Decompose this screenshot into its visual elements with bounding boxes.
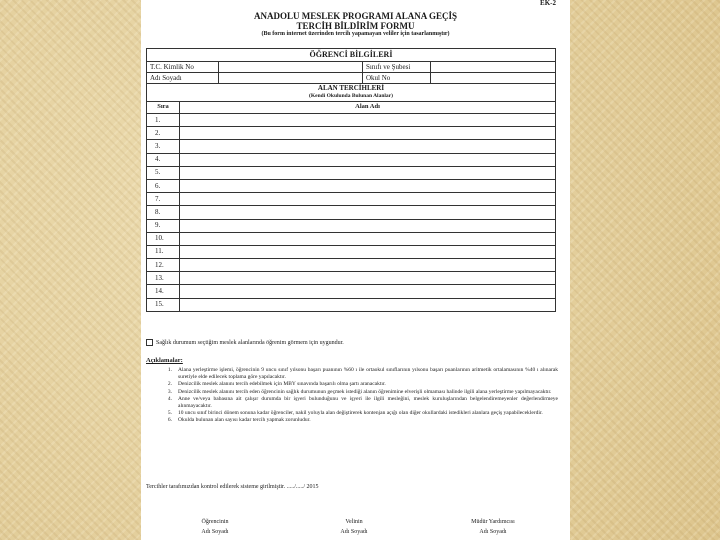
preference-row <box>147 206 556 219</box>
preference-row <box>147 285 556 298</box>
preference-field-input[interactable] <box>180 206 556 219</box>
explanation-number: 1. <box>167 367 172 373</box>
preference-row <box>147 193 556 206</box>
preference-row <box>147 114 556 127</box>
preference-row <box>147 298 556 311</box>
preference-number: 2. <box>147 127 180 140</box>
preference-number: 11. <box>147 245 180 258</box>
explanation-item <box>146 417 558 424</box>
explanation-number: 3. <box>167 388 172 395</box>
form-note: (Bu form internet üzerinden tercih yapamayan veliler için tasarlanmıştır) <box>261 31 450 37</box>
preference-row <box>147 166 556 179</box>
school-no-input[interactable] <box>431 73 556 84</box>
school-no-label: Okul No <box>363 73 431 84</box>
explanation-text: Okulda bulunan alan sayısı kadar tercih yapmak zorunludur. <box>178 417 311 424</box>
explanation-text: Alana yerleştirme işlemi, öğrencinin 9 uncu sınıf yılsonu başarı puanının %60 ı ile ortaokul sınıflarının yılsonu başarı puanlarının aritmetik ortalamasının %40 ı alınarak suretiyle elde edilecek toplama göre yapılacaktır. <box>178 367 558 381</box>
preference-field-input[interactable] <box>180 219 556 232</box>
form-subtitle: TERCİH BİLDİRİM FORMU <box>296 21 415 31</box>
tc-input[interactable] <box>219 62 363 73</box>
preference-row <box>147 179 556 192</box>
preference-row <box>147 232 556 245</box>
explanations-list <box>146 367 558 425</box>
form-page <box>141 0 570 540</box>
preference-field-input[interactable] <box>180 179 556 192</box>
preference-field-input[interactable] <box>180 114 556 127</box>
preference-field-input[interactable] <box>180 127 556 140</box>
health-statement <box>146 339 344 346</box>
explanation-item <box>146 367 558 381</box>
control-statement: Tercihler tarafımızdan kontrol edilerek sisteme girilmiştir. ...../...../ 2015 <box>146 484 319 490</box>
preference-row <box>147 259 556 272</box>
signature-name: Adı Soyadı <box>340 529 368 535</box>
form-title: ANADOLU MESLEK PROGRAMI ALANA GEÇİŞ <box>253 11 458 21</box>
class-label: Sınıfı ve Şubesi <box>363 62 431 73</box>
preferences-heading: ALAN TERCİHLERİ <box>147 84 556 94</box>
student-info-heading: ÖĞRENCİ BİLGİLERİ <box>147 49 556 62</box>
signature-name: Adı Soyadı <box>479 529 507 535</box>
col-field-header: Alan Adı <box>180 102 556 114</box>
form-code: EK-2 <box>540 0 556 7</box>
preference-row <box>147 127 556 140</box>
tc-label: T.C. Kimlik No <box>147 62 219 73</box>
explanation-item <box>146 381 558 388</box>
preference-number: 6. <box>147 179 180 192</box>
signature-vice-principal <box>433 517 553 537</box>
preference-field-input[interactable] <box>180 272 556 285</box>
preference-number: 1. <box>147 114 180 127</box>
explanation-number: 2. <box>167 381 172 388</box>
preference-field-input[interactable] <box>180 298 556 311</box>
class-input[interactable] <box>431 62 556 73</box>
name-input[interactable] <box>219 73 363 84</box>
preference-field-input[interactable] <box>180 153 556 166</box>
explanation-number: 4. <box>167 395 172 402</box>
preference-number: 13. <box>147 272 180 285</box>
preference-number: 9. <box>147 219 180 232</box>
preference-number: 7. <box>147 193 180 206</box>
preference-row <box>147 153 556 166</box>
preferences-table <box>146 83 556 312</box>
preference-number: 4. <box>147 153 180 166</box>
preference-field-input[interactable] <box>180 245 556 258</box>
signature-role: Velinin <box>345 519 363 525</box>
health-checkbox-label: Sağlık durumum seçtiğim meslek alanlarında öğrenim görmem için uygundur. <box>156 339 344 346</box>
preference-number: 8. <box>147 206 180 219</box>
signature-student <box>155 517 275 537</box>
preference-number: 5. <box>147 166 180 179</box>
col-order-header: Sıra <box>147 102 180 114</box>
health-checkbox[interactable] <box>146 339 153 346</box>
explanation-text: Denizcilik meslek alanını tercih eden öğrencinin sağlık durumunun geçmek istediği alanın öğrenimine elverişli olmaması halinde ilgili alana yerleştirme yapılmayacaktır. <box>178 388 552 395</box>
signature-role: Müdür Yardımcısı <box>471 519 515 525</box>
preference-number: 12. <box>147 259 180 272</box>
preference-row <box>147 245 556 258</box>
preference-field-input[interactable] <box>180 140 556 153</box>
preference-row <box>147 272 556 285</box>
preference-row <box>147 140 556 153</box>
student-info-table <box>146 48 556 84</box>
explanation-text: Denizcilik meslek alanını tercih edebilmek için MBY sınavında başarılı olma şartı aranacaktır. <box>178 381 386 388</box>
explanation-number: 6. <box>167 417 172 424</box>
preference-number: 15. <box>147 298 180 311</box>
explanation-item <box>146 396 558 410</box>
preference-field-input[interactable] <box>180 193 556 206</box>
explanation-text: Anne ve/veya babasına ait çalışır durumda bir işyeri bulunduğunu ve işyeri ile ilgili mesleğini, meslek kuruluşlarından belgelendiremeyenler değerlendirmeye alınmayacaktır. <box>178 395 558 410</box>
explanation-text: 10 uncu sınıf birinci dönem sonuna kadar öğrenciler, nakil yoluyla alan değiştirerek kontenjan açığı olan diğer okullardaki istedikleri alanlara geçiş yapabileceklerdir. <box>178 410 543 417</box>
preference-number: 14. <box>147 285 180 298</box>
explanation-item <box>146 410 558 417</box>
preference-number: 10. <box>147 232 180 245</box>
preference-row <box>147 219 556 232</box>
name-label: Adı Soyadı <box>147 73 219 84</box>
explanation-number: 5. <box>167 410 172 417</box>
explanation-item <box>146 389 558 396</box>
signature-role: Öğrencinin <box>201 519 229 525</box>
preference-field-input[interactable] <box>180 285 556 298</box>
preference-field-input[interactable] <box>180 259 556 272</box>
signature-parent <box>294 517 414 537</box>
explanations-heading: Açıklamalar: <box>146 357 183 364</box>
preference-field-input[interactable] <box>180 166 556 179</box>
preference-field-input[interactable] <box>180 232 556 245</box>
signature-name: Adı Soyadı <box>201 529 229 535</box>
preference-number: 3. <box>147 140 180 153</box>
preferences-subheading: (Kendi Okulunda Bulunan Alanlar) <box>147 93 556 102</box>
